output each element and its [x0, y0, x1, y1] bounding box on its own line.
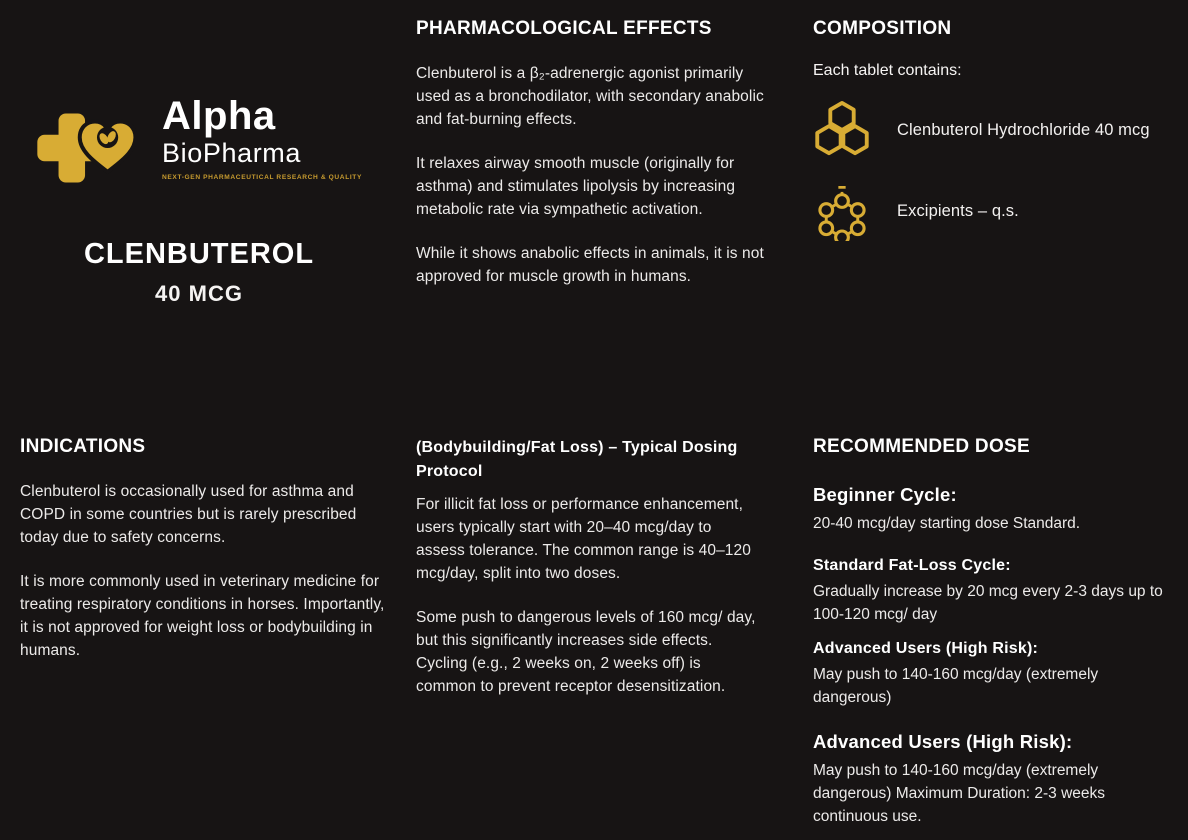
dose-entry [813, 640, 1171, 709]
brand-section [20, 92, 378, 307]
brand-name-bottom: BioPharma [162, 138, 301, 168]
dose-entry [813, 731, 1171, 828]
composition-title: COMPOSITION [813, 18, 952, 39]
dose-entry [813, 557, 1171, 626]
dosing-protocol-title: (Bodybuilding/Fat Loss) – Typical Dosing Protocol [416, 439, 738, 480]
dose-entry-heading: Standard Fat-Loss Cycle: [813, 557, 1011, 574]
pharmacological-effects-title: PHARMACOLOGICAL EFFECTS [416, 18, 712, 39]
product-name: CLENBUTEROL [83, 238, 315, 270]
recommended-dose-section [813, 436, 1171, 840]
dose-entry-heading: Advanced Users (High Risk): [813, 731, 1073, 752]
indications-title: INDICATIONS [20, 436, 146, 457]
composition-subtitle: Each tablet contains: [813, 62, 962, 79]
dosing-paragraph: For illicit fat loss or performance enhancement, users typically start with 20–40 mcg/day to assess tolerance. The common range is 40–120 mcg/day, split into two doses. [416, 496, 751, 582]
effects-paragraph: Clenbuterol is a β₂-adrenergic agonist primarily used as a bronchodilator, with secondary anabolic and fat-burning effects. [416, 65, 764, 128]
composition-section [813, 18, 1175, 262]
effects-paragraph: It relaxes airway smooth muscle (originally for asthma) and stimulates lipolysis by increasing metabolic rate via sympathetic activation. [416, 155, 736, 218]
effects-paragraph: While it shows anabolic effects in animals, it is not approved for muscle growth in humans. [416, 245, 764, 285]
cross-heart-leaf-logo-icon [36, 92, 152, 204]
hexagon-molecule-icon [813, 100, 871, 160]
pharmacological-effects-section [416, 18, 764, 288]
dose-entry [813, 484, 1171, 535]
dose-entry-body: Gradually increase by 20 mcg every 2-3 days up to 100-120 mcg/ day [813, 583, 1163, 623]
dose-entry-body: May push to 140-160 mcg/day (extremely dangerous) Maximum Duration: 2-3 weeks continuous use. [813, 762, 1106, 825]
composition-item [813, 181, 1175, 241]
indications-paragraph: It is more commonly used in veterinary medicine for treating respiratory conditions in horses. Importantly, it is not approved for weight loss or bodybuilding in humans. [20, 573, 385, 659]
brand-lockup [20, 92, 378, 204]
brand-name-top: Alpha [162, 94, 276, 138]
composition-item [813, 100, 1175, 160]
dosing-paragraph: Some push to dangerous levels of 160 mcg/ day, but this significantly increases side effects. Cycling (e.g., 2 weeks on, 2 weeks off) is common to prevent receptor desensitization. [416, 609, 756, 695]
indications-section [20, 436, 395, 662]
product-dose: 40 MCG [155, 281, 243, 306]
indications-paragraph: Clenbuterol is occasionally used for asthma and COPD in some countries but is rarely prescribed today due to safety concerns. [20, 483, 357, 546]
brand-wordmark [162, 92, 362, 182]
dose-entry-body: 20-40 mcg/day starting dose Standard. [813, 515, 1081, 532]
brand-tagline: NEXT-GEN PHARMACEUTICAL RESEARCH & QUALITY [162, 174, 362, 181]
recommended-dose-title: RECOMMENDED DOSE [813, 436, 1030, 457]
composition-item-label: Clenbuterol Hydrochloride 40 mcg [897, 120, 1150, 139]
dose-entry-heading: Advanced Users (High Risk): [813, 640, 1039, 657]
dose-entry-heading: Beginner Cycle: [813, 484, 957, 505]
composition-item-label: Excipients – q.s. [897, 201, 1019, 220]
molecule-ring-icon [813, 181, 871, 241]
dose-entry-body: May push to 140-160 mcg/day (extremely dangerous) [813, 666, 1099, 706]
dosing-protocol-section [416, 436, 764, 698]
